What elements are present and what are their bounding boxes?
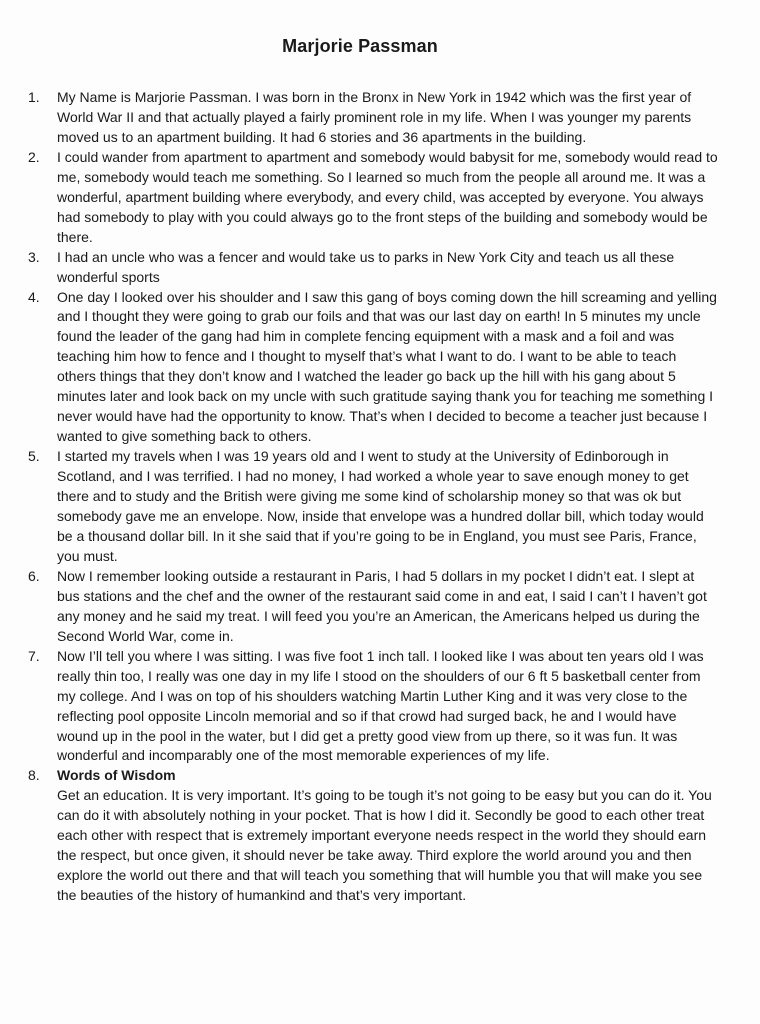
item-number: 2. [28, 148, 40, 165]
item-number: 4. [28, 288, 40, 305]
item-number: 6. [28, 567, 40, 584]
wisdom-block [57, 766, 718, 906]
item-text: Now I remember looking outside a restaurant in Paris, I had 5 dollars in my pocket I didn’t eat. I slept at bus stations and the chef and the owner of the restaurant said come in and eat, I said I can’t I haven’t got any money and he said my treat. I will feed you you’re an American, the Americans helped us during the Second World War, come in. [57, 567, 707, 644]
list-item [28, 88, 718, 148]
item-number: 8. [28, 767, 40, 784]
item-text: I had an uncle who was a fencer and would take us to parks in New York City and teach us all these wonderful sports [57, 248, 675, 285]
list-item [28, 148, 718, 248]
item-text: My Name is Marjorie Passman. I was born in the Bronx in New York in 1942 which was the first year of World War II and that actually played a fairly prominent role in my life. When I was younger my parents moved us to an apartment building. It had 6 stories and 36 apartments in the building. [57, 89, 692, 145]
wisdom-heading: Words of Wisdom [57, 767, 176, 784]
item-number: 5. [28, 448, 40, 465]
words-of-wisdom-item [28, 766, 718, 906]
item-number: 1. [28, 89, 40, 105]
item-text: I started my travels when I was 19 years old and I went to study at the University of Edinborough in Scotland, and I was terrified. I had no money, I had worked a whole year to save enough money to get there and to study and the British were giving me some kind of scholarship money so that was ok but somebody gave me an envelope. Now, inside that envelope was a hundred dollar bill, which today would be a thousand dollar bill. In it she said that if you’re going to be in England, you must see Paris, France, you must. [57, 448, 704, 564]
item-number: 3. [28, 248, 40, 265]
wisdom-text: Get an education. It is very important. It’s going to be tough it’s not going to be easy but you can do it. You can do it with absolutely nothing in your pocket. That is how I did it. Secondly be good to each other treat each other with respect that is extremely important everyone needs respect in the world they should earn the respect, but once given, it should never be take away. Third explore the world around you and then explore the world out there and that will teach you something that will humble you that will make you see the beauties of the history of humankind and that’s very important. [57, 787, 712, 904]
item-text: One day I looked over his shoulder and I saw this gang of boys coming down the hill screaming and yelling and I thought they were going to grab our foils and that was our last day on earth! In 5 minutes my uncle found the leader of the gang had him in complete fencing equipment with a mask and a foil and was teaching him how to fence and I thought to myself that’s what I want to do. I want to be able to teach others things that they don’t know and I watched the leader go back up the hill with his gang about 5 minutes later and look back on my uncle with such gratitude saying thank you for teaching me something I never would have had the opportunity to know. That’s when I decided to become a teacher just because I wanted to give something back to others. [57, 288, 717, 445]
item-number: 7. [28, 647, 40, 664]
item-text: I could wander from apartment to apartment and somebody would babysit for me, somebody would read to me, somebody would teach me something. So I learned so much from the people all around me. It was a wonderful, apartment building where everybody, and every child, was accepted by everyone. You always had somebody to play with you could always go to the front steps of the building and somebody would be there. [57, 148, 718, 245]
list-item [28, 248, 718, 288]
item-text: Now I’ll tell you where I was sitting. I was five foot 1 inch tall. I looked like I was about ten years old I was really thin too, I really was one day in my life I stood on the shoulders of our 6 ft 5 basketball center from my college. And I was on top of his shoulders watching Martin Luther King and it was very close to the reflecting pool opposite Lincoln memorial and so if that crowd had surged back, he and I would have wound up in the pool in the water, but I did get a pretty good view from up there, so it was fun. It was wonderful and incomparably one of the most memorable experiences of my life. [57, 647, 704, 764]
list-item [28, 567, 718, 647]
list-item [28, 288, 718, 448]
list-item [28, 447, 718, 567]
story-list [28, 88, 718, 906]
document-title: Marjorie Passman [282, 36, 438, 56]
list-item [28, 647, 718, 767]
